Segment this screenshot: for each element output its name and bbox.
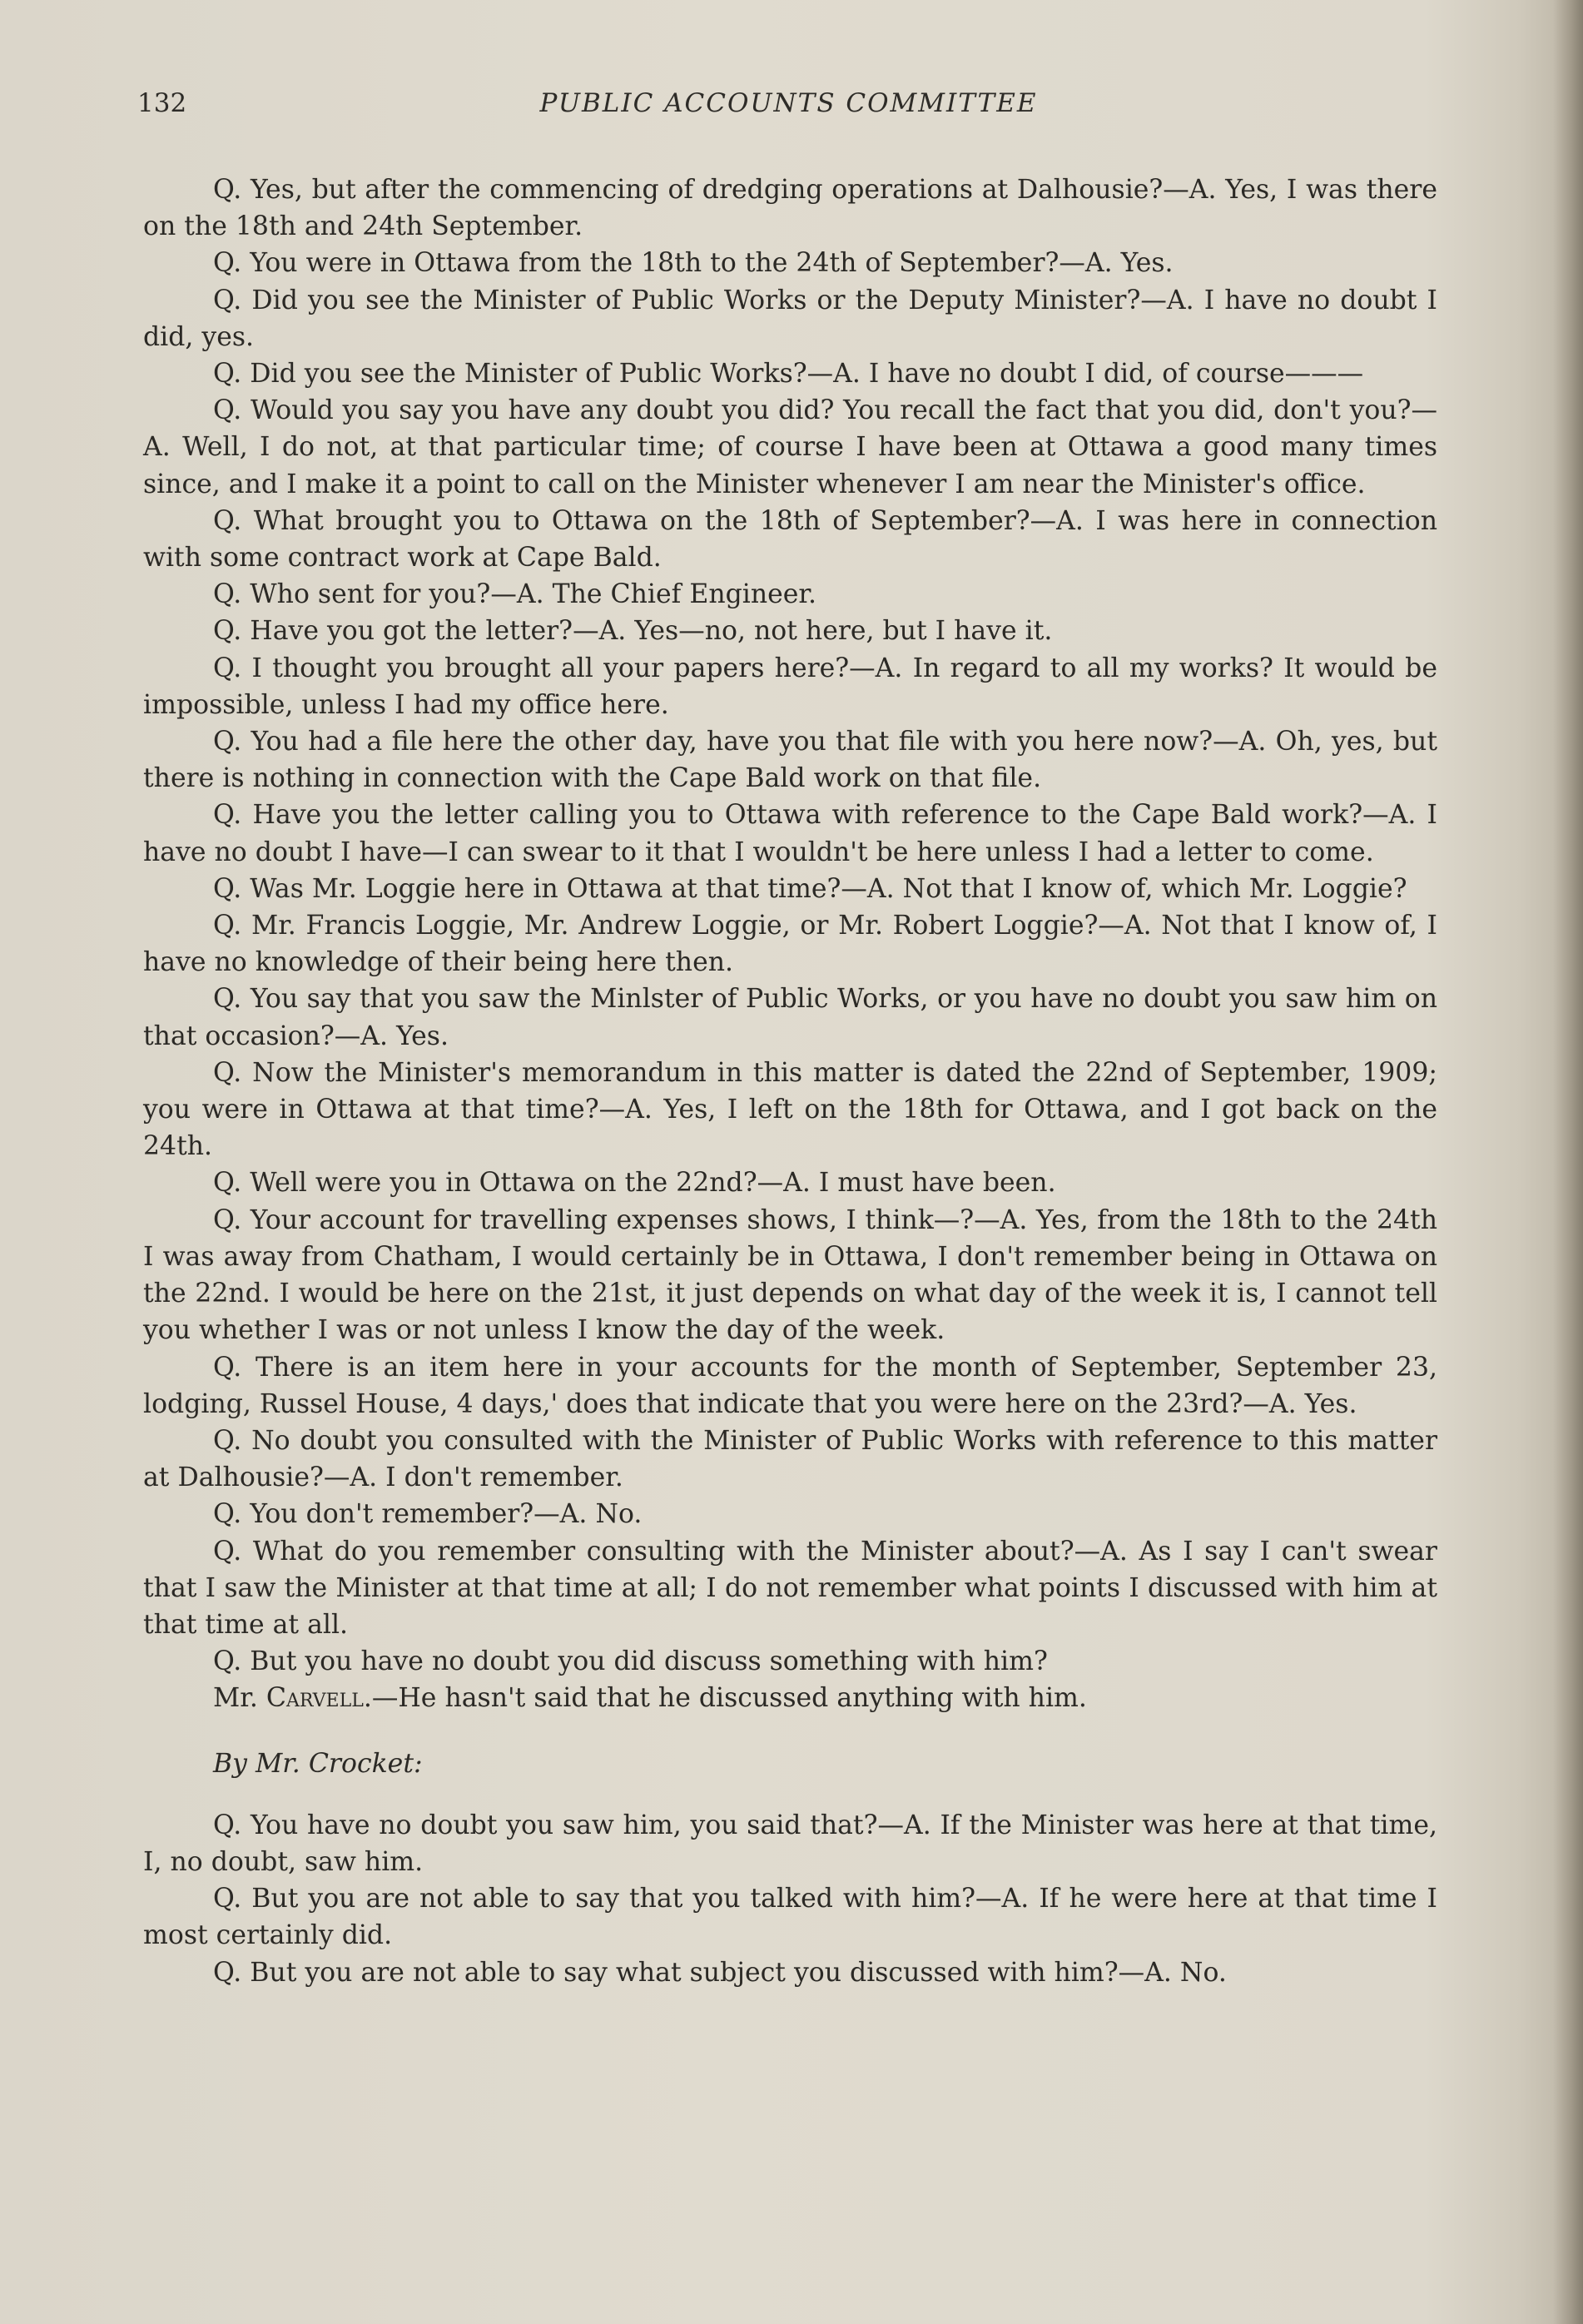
running-title: PUBLIC ACCOUNTS COMMITTEE (539, 88, 1038, 118)
paragraph: Q. But you are not able to say what subject you discussed with him?—A. No. (213, 1957, 1227, 1988)
paragraph: Q. Well were you in Ottawa on the 22nd?—A. I must have been. (213, 1168, 1056, 1199)
paragraph: Q. Mr. Francis Loggie, Mr. Andrew Loggie, or Mr. Robert Loggie?—A. Not that I know of, I have no knowledge of their being here then. (143, 911, 1437, 978)
paragraph: Q. You had a file here the other day, have you that file with you here now?—A. Oh, yes, but there is nothing in connection with the Cape Bald work on that file. (143, 727, 1437, 794)
paragraph: Q. What do you remember consulting with the Minister about?—A. As I say I can't swear that I saw the Minister at that time at all; I do not remember what points I discussed with him at that time at all. (143, 1536, 1437, 1640)
paragraph: Q. You were in Ottawa from the 18th to the 24th of September?—A. Yes. (213, 248, 1174, 279)
paragraph: Q. Who sent for you?—A. The Chief Engineer. (213, 579, 817, 610)
speaker-name: Carvell (265, 1683, 364, 1714)
page-header (137, 88, 1440, 125)
paragraph: Q. You have no doubt you saw him, you said that?—A. If the Minister was here at that time, I, no doubt, saw him. (143, 1810, 1437, 1877)
examiner-byline: By Mr. Crocket: (213, 1748, 423, 1779)
paragraph: Q. Would you say you have any doubt you did? You recall the fact that you did, don't you?—A. Well, I do not, at that particular time; of course I have been at Ottawa a good many times since, and I make it a point to call on the Minister whenever I am near the Minister's office. (143, 395, 1437, 499)
page-number: 132 (137, 88, 187, 118)
paragraph: Q. Your account for travelling expenses shows, I think—?—A. Yes, from the 18th to the 24th I was away from Chatham, I would certainly be in Ottawa, I don't remember being in Ottawa on the 22nd. I would be here on the 21st, it just depends on what day of the week it is, I cannot tell you whether I was or not unless I know the day of the week. (143, 1204, 1437, 1346)
paragraph: Q. What brought you to Ottawa on the 18th of September?—A. I was here in connection with some contract work at Cape Bald. (143, 505, 1437, 574)
paragraph: Q. Now the Minister's memorandum in this matter is dated the 22nd of September, 1909; you were in Ottawa at that time?—A. Yes, I left on the 18th for Ottawa, and I got back on the 24th. (143, 1057, 1437, 1162)
paragraph: Q. But you are not able to say that you talked with him?—A. If he were here at that time I most certainly did. (143, 1884, 1437, 1951)
paragraph: Q. Did you see the Minister of Public Works?—A. I have no doubt I did, of course——— (213, 359, 1364, 390)
paragraph: Q. Did you see the Minister of Public Works or the Deputy Minister?—A. I have no doubt I did, yes. (143, 285, 1437, 352)
body-text (143, 171, 1437, 1991)
paragraph: Q. I thought you brought all your papers here?—A. In regard to all my works? It would be impossible, unless I had my office here. (143, 653, 1437, 720)
speaker-prefix: Mr. (213, 1683, 266, 1714)
paragraph: Q. You don't remember?—A. No. (213, 1499, 643, 1530)
paragraph: Q. But you have no doubt you did discuss something with him? (213, 1646, 1048, 1677)
paragraph: Q. You say that you saw the Minlster of Public Works, or you have no doubt you saw him on that occasion?—A. Yes. (143, 984, 1437, 1051)
paragraph: Q. Yes, but after the commencing of dredging operations at Dalhousie?—A. Yes, I was there on the 18th and 24th September. (143, 175, 1437, 242)
speaker-line (143, 1680, 1437, 1716)
speaker-text: .—He hasn't said that he discussed anything with him. (363, 1683, 1087, 1714)
paragraph: Q. Have you got the letter?—A. Yes—no, not here, but I have it. (213, 616, 1053, 647)
paragraph: Q. No doubt you consulted with the Minister of Public Works with reference to this matter at Dalhousie?—A. I don't remember. (143, 1425, 1437, 1493)
page-edge-shadow (1553, 0, 1583, 2324)
paragraph: Q. Was Mr. Loggie here in Ottawa at that time?—A. Not that I know of, which Mr. Loggie? (213, 873, 1407, 904)
paragraph: Q. Have you the letter calling you to Ottawa with reference to the Cape Bald work?—A. I have no doubt I have—I can swear to it that I wouldn't be here unless I had a letter to come. (143, 800, 1437, 867)
paragraph: Q. There is an item here in your accounts for the month of September, September 23, lodging, Russel House, 4 days,' does that indicate that you were here on the 23rd?—A. Yes. (143, 1352, 1437, 1419)
